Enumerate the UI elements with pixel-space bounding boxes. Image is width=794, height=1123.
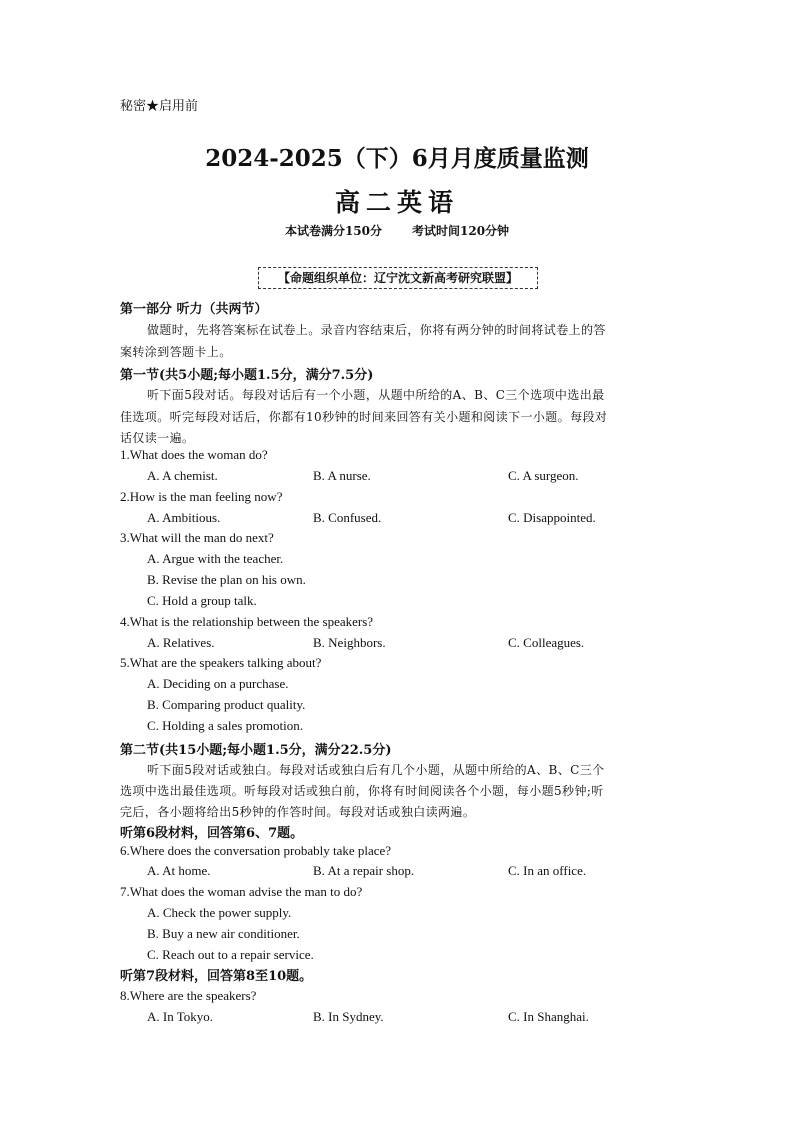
question-2-stem: 2.How is the man feeling now?	[120, 489, 283, 504]
material-7-heading: 听第7段材料，回答第8至10题。	[120, 969, 313, 984]
question-6-option-c: C. In an office.	[508, 863, 587, 878]
part1-intro-line2: 案转涂到答题卡上。	[120, 345, 232, 359]
section2-instr-line2: 选项中选出最佳选项。听每段对话或独白前，你将有时间阅读各个小题，每小题5秒钟;听	[120, 784, 604, 798]
question-4-option-a: A. Relatives.	[147, 635, 215, 650]
material-6-heading: 听第6段材料，回答第6、7题。	[120, 826, 304, 841]
section1-instr-line3: 话仅读一遍。	[120, 431, 195, 445]
section2-instr-line3: 完后，各小题将给出5秒钟的作答时间。每段对话或独白读两遍。	[120, 805, 476, 819]
part1-intro-line1: 做题时，先将答案标在试卷上。录音内容结束后，你将有两分钟的时间将试卷上的答	[147, 323, 606, 337]
section1-instr-line2: 佳选项。听完每段对话后，你都有10秒钟的时间来回答有关小题和阅读下一小题。每段对	[120, 410, 608, 424]
question-6-option-a: A. At home.	[147, 863, 211, 878]
question-4-option-b: B. Neighbors.	[313, 635, 386, 650]
question-5-option-c: C. Holding a sales promotion.	[147, 718, 303, 733]
question-1-option-a: A. A chemist.	[147, 468, 218, 483]
question-3-option-b: B. Revise the plan on his own.	[147, 572, 306, 587]
section2-heading: 第二节(共15小题;每小题1.5分，满分22.5分)	[120, 743, 392, 758]
question-5-option-b: B. Comparing product quality.	[147, 697, 306, 712]
question-8-stem: 8.Where are the speakers?	[120, 988, 257, 1003]
confidential-label: 秘密★启用前	[120, 99, 199, 114]
question-3-option-c: C. Hold a group talk.	[147, 593, 257, 608]
question-7-stem: 7.What does the woman advise the man to do?	[120, 884, 363, 899]
section1-instr-line1: 听下面5段对话。每段对话后有一个小题，从题中所给的A、B、C三个选项中选出最	[147, 388, 605, 402]
question-2-option-a: A. Ambitious.	[147, 510, 221, 525]
section1-heading: 第一节(共5小题;每小题1.5分，满分7.5分)	[120, 368, 374, 383]
question-1-option-c: C. A surgeon.	[508, 468, 579, 483]
question-3-stem: 3.What will the man do next?	[120, 530, 274, 545]
question-8-option-a: A. In Tokyo.	[147, 1009, 214, 1024]
question-7-option-c: C. Reach out to a repair service.	[147, 947, 314, 962]
question-4-option-c: C. Colleagues.	[508, 635, 585, 650]
question-2-option-b: B. Confused.	[313, 510, 382, 525]
question-2-option-c: C. Disappointed.	[508, 510, 596, 525]
exam-title: 2024-2025（下）6月月度质量监测	[205, 145, 589, 172]
part1-heading: 第一部分 听力（共两节）	[120, 302, 268, 317]
organizer-box: 【命题组织单位：辽宁沈文新高考研究联盟】	[258, 267, 538, 289]
question-5-option-a: A. Deciding on a purchase.	[147, 676, 289, 691]
question-4-stem: 4.What is the relationship between the speakers?	[120, 614, 374, 629]
question-6-stem: 6.Where does the conversation probably take place?	[120, 843, 392, 858]
question-7-option-b: B. Buy a new air conditioner.	[147, 926, 300, 941]
question-6-option-b: B. At a repair shop.	[313, 863, 415, 878]
question-7-option-a: A. Check the power supply.	[147, 905, 292, 920]
question-8-option-c: C. In Shanghai.	[508, 1009, 589, 1024]
subject-title: 高二英语	[334, 188, 459, 217]
question-1-option-b: B. A nurse.	[313, 468, 371, 483]
score-info: 本试卷满分150分	[284, 224, 382, 238]
time-info: 考试时间120分钟	[412, 224, 510, 238]
exam-meta	[0, 222, 794, 239]
question-8-option-b: B. In Sydney.	[313, 1009, 384, 1024]
question-1-stem: 1.What does the woman do?	[120, 447, 268, 462]
section2-instr-line1: 听下面5段对话或独白。每段对话或独白后有几个小题，从题中所给的A、B、C三个	[147, 763, 605, 777]
question-5-stem: 5.What are the speakers talking about?	[120, 655, 322, 670]
question-3-option-a: A. Argue with the teacher.	[147, 551, 284, 566]
